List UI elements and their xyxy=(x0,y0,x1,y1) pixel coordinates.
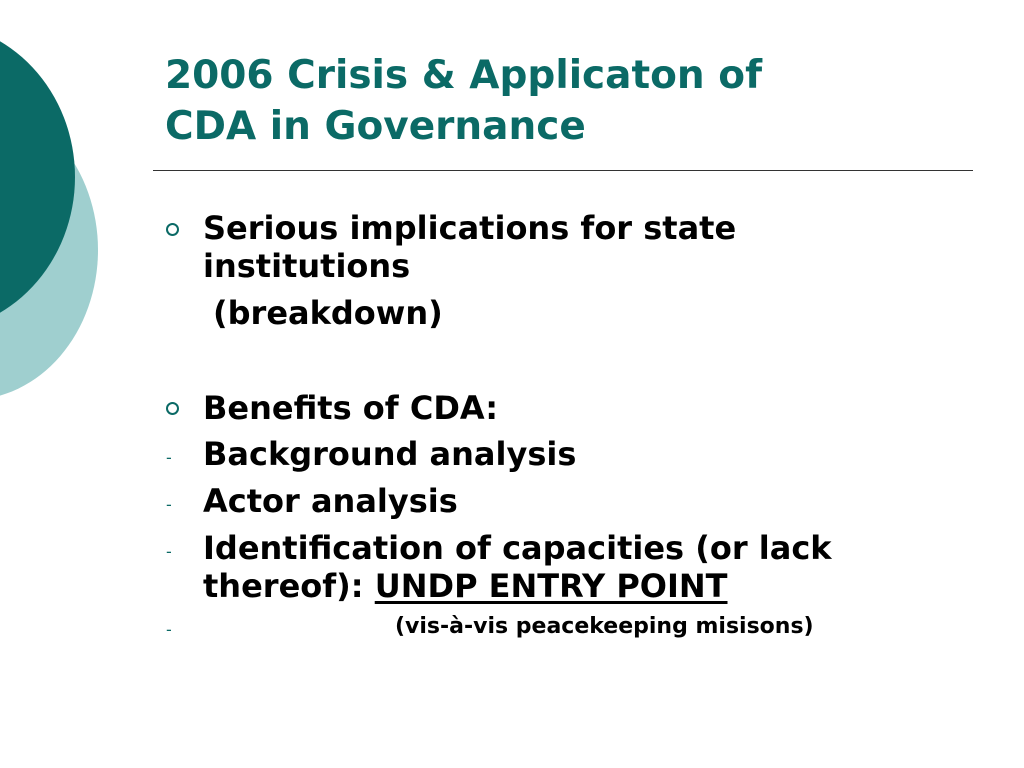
dash-item-3-line-2 xyxy=(203,567,728,606)
dash-item-2: Actor analysis xyxy=(203,482,458,520)
dash-item-1: Background analysis xyxy=(203,435,577,473)
bullet-1-line-1: Serious implications for state xyxy=(203,209,737,247)
dash-bullet-icon: - xyxy=(166,495,172,514)
dash-bullet-icon: - xyxy=(166,448,172,467)
bullet-1-line-2: institutions xyxy=(203,247,411,285)
bullet-2: Benefits of CDA: xyxy=(203,389,499,427)
title-line-1: 2006 Crisis & Applicaton of xyxy=(165,53,763,98)
dash-bullet-icon: - xyxy=(166,542,172,561)
title-line-2: CDA in Governance xyxy=(165,104,586,149)
dash-bullet-icon: - xyxy=(166,620,172,639)
dash-item-3-prefix: thereof): xyxy=(203,567,375,605)
circle-bullet-icon xyxy=(166,402,179,415)
undp-entry-point: UNDP ENTRY POINT xyxy=(374,567,728,605)
bullet-1-line-3: (breakdown) xyxy=(213,294,443,332)
dash-item-4: (vis-à-vis peacekeeping misisons) xyxy=(395,614,814,639)
circle-bullet-icon xyxy=(166,223,179,236)
dash-item-3-line-1: Identification of capacities (or lack xyxy=(203,529,832,567)
